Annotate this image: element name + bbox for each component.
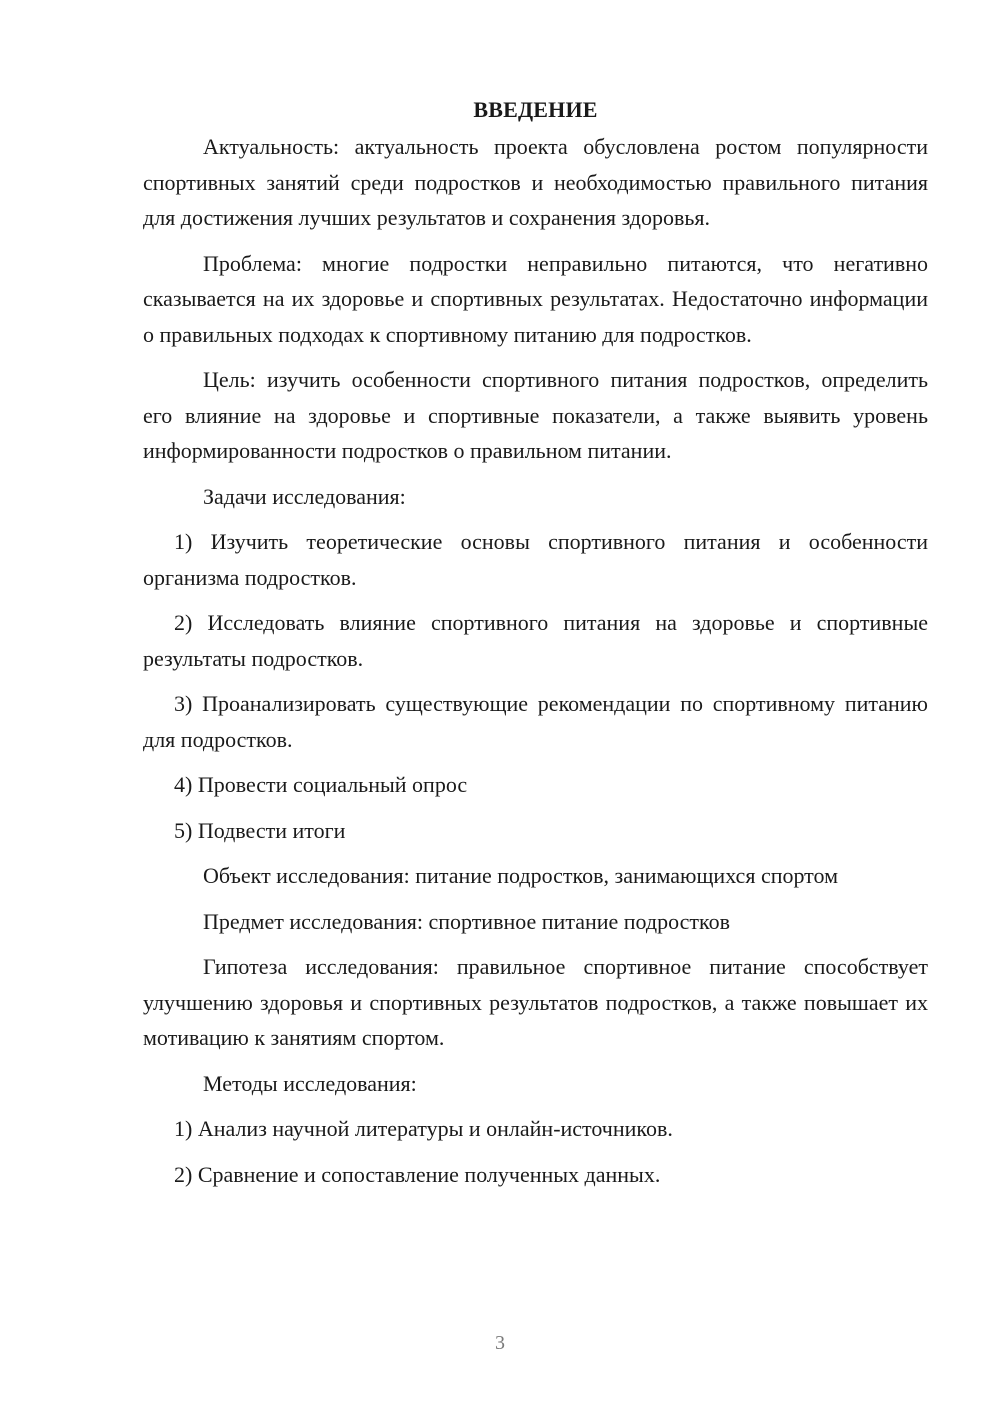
paragraph-problem: Проблема: многие подростки неправильно питаются, что негативно сказывается на их здоровье и спортивных результатах. Недостаточно информации о правильных подходах к спортивному питанию для подростков. — [143, 250, 928, 347]
task-item-1: 1) Изучить теоретические основы спортивного питания и особенности организма подростков. — [143, 529, 928, 590]
task-item-3: 3) Проанализировать существующие рекомендации по спортивному питанию для подростков. — [143, 691, 928, 752]
task-item-4: 4) Провести социальный опрос — [174, 772, 468, 797]
paragraph-hypothesis: Гипотеза исследования: правильное спортивное питание способствует улучшению здоровья и спортивных результатов подростков, а также повышает их мотивацию к занятиям спортом. — [143, 954, 928, 1050]
document-page — [143, 92, 928, 1202]
section-title: ВВЕДЕНИЕ — [473, 97, 598, 122]
paragraph-relevance: Актуальность: актуальность проекта обусловлена ростом популярности спортивных занятий среди подростков и необходимостью правильного питания для достижения лучших результатов и сохранения здоровья. — [143, 134, 928, 230]
task-item-5: 5) Подвести итоги — [174, 817, 346, 843]
method-item-2: 2) Сравнение и сопоставление полученных данных. — [174, 1161, 661, 1187]
task-item-2: 2) Исследовать влияние спортивного питания на здоровье и спортивные результаты подростков. — [143, 610, 928, 671]
page-number: 3 — [495, 1332, 505, 1354]
method-item-1: 1) Анализ научной литературы и онлайн-источников. — [174, 1116, 673, 1141]
paragraph-object: Объект исследования: питание подростков, занимающихся спортом — [203, 863, 839, 888]
paragraph-tasks-heading: Задачи исследования: — [203, 483, 406, 509]
paragraph-methods-heading: Методы исследования: — [203, 1070, 417, 1096]
paragraph-subject: Предмет исследования: спортивное питание подростков — [203, 908, 731, 934]
paragraph-goal: Цель: изучить особенности спортивного питания подростков, определить его влияние на здоровье и спортивные показатели, а также выявить уровень информированности подростков о правильном питании. — [143, 367, 928, 463]
